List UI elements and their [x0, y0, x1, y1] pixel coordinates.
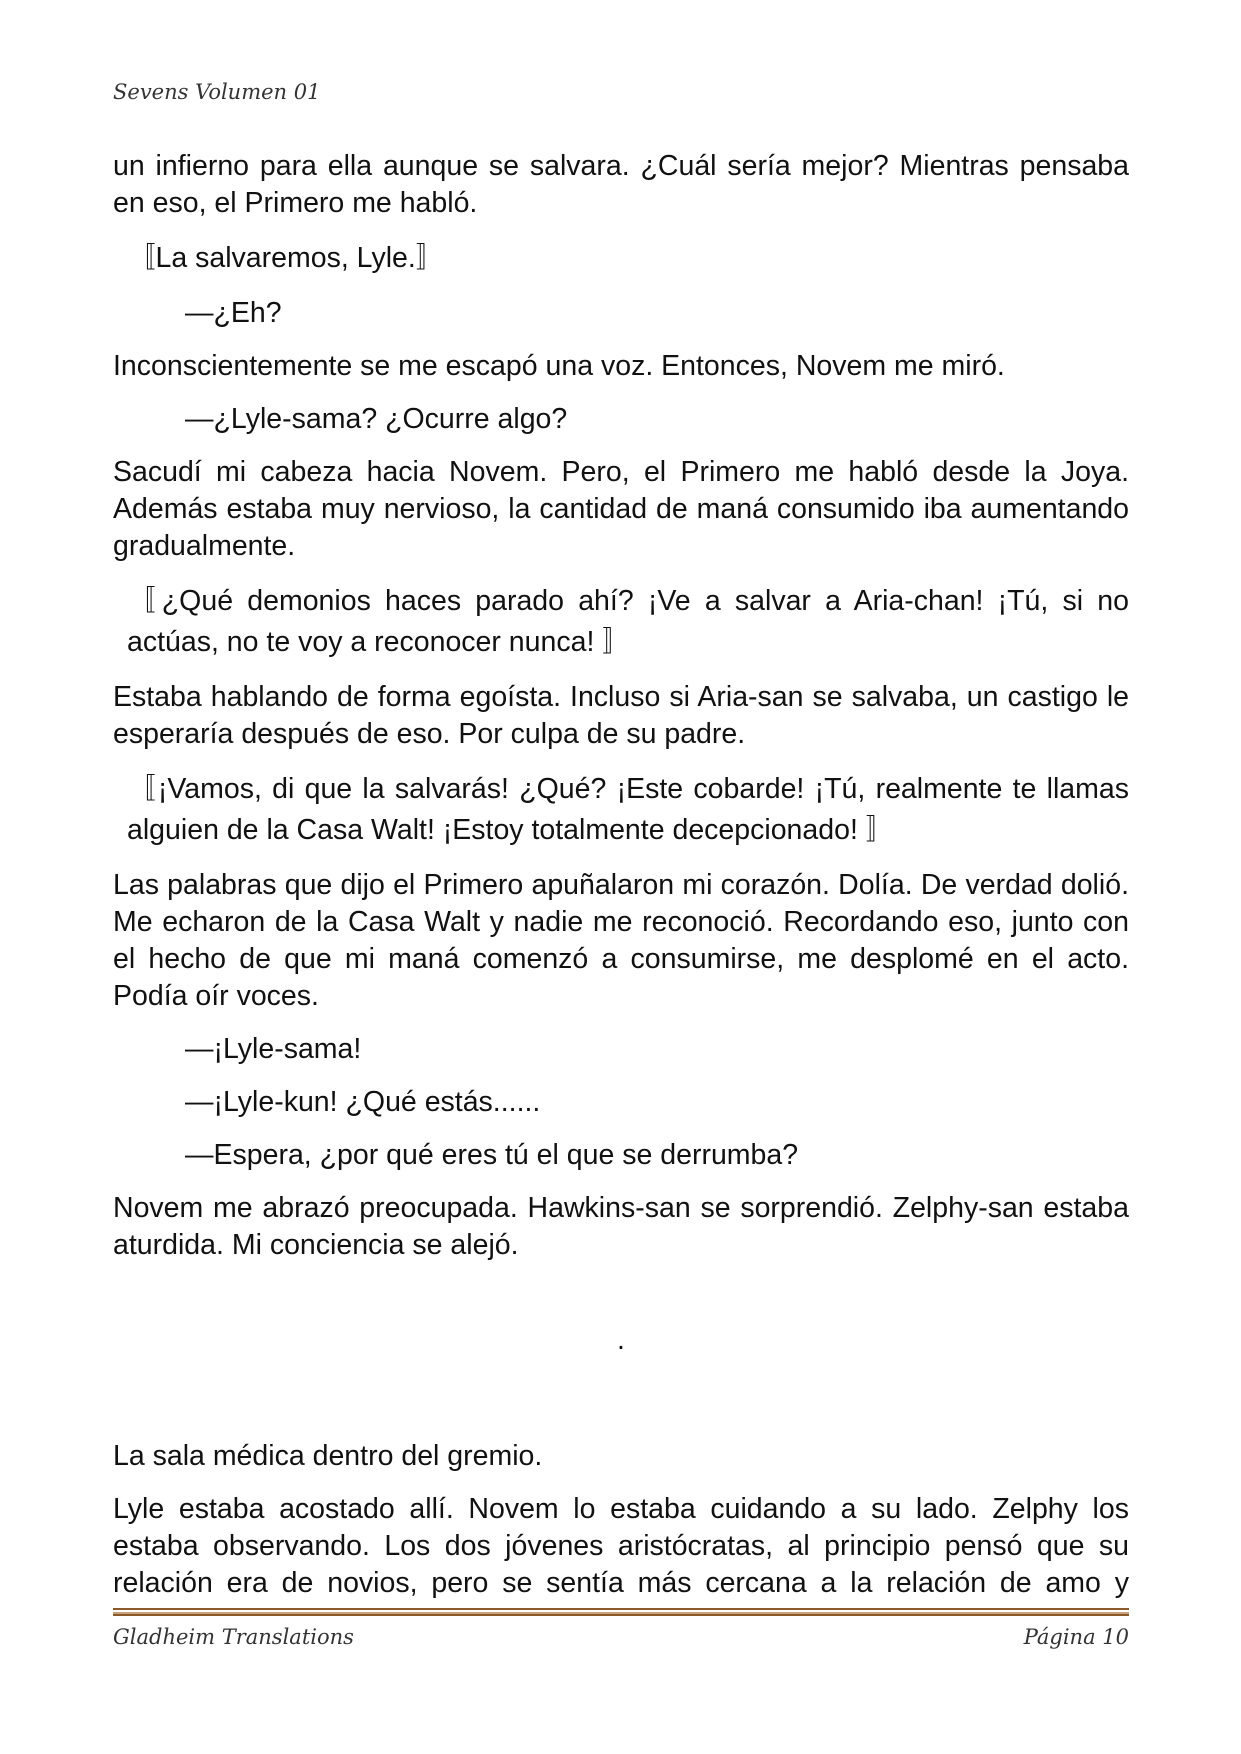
body-text	[113, 148, 1129, 1618]
paragraph: un infierno para ella aunque se salvara. ¿Cuál sería mejor? Mientras pensaba en eso, el Primero me habló.	[113, 150, 1129, 219]
paragraph: Sacudí mi cabeza hacia Novem. Pero, el Primero me habló desde la Joya. Además estaba muy nervioso, la cantidad de maná consumido iba aumentando gradualmente.	[113, 456, 1129, 562]
footer-divider	[113, 1608, 1129, 1616]
page-number: Página 10	[1023, 1625, 1129, 1649]
footer-divider-inner	[113, 1612, 1129, 1614]
dialogue-line: —¡Lyle-kun! ¿Qué estás......	[185, 1086, 541, 1118]
paragraph: La sala médica dentro del gremio.	[113, 1440, 543, 1472]
bracket-dialogue: 〚¡Vamos, di que la salvarás! ¿Qué? ¡Este cobarde! ¡Tú, realmente te llamas alguien de la Casa Walt! ¡Estoy totalmente decepcionado! 〛	[127, 773, 1129, 846]
footer-credit: Gladheim Translations	[113, 1625, 354, 1649]
paragraph: Novem me abrazó preocupada. Hawkins-san se sorprendió. Zelphy-san estaba aturdida. Mi conciencia se alejó.	[113, 1192, 1129, 1261]
bracket-dialogue: 〚La salvaremos, Lyle.〛	[127, 242, 445, 274]
paragraph: Estaba hablando de forma egoísta. Incluso si Aria-san se salvaba, un castigo le esperaría después de eso. Por culpa de su padre.	[113, 681, 1129, 750]
paragraph: Las palabras que dijo el Primero apuñalaron mi corazón. Dolía. De verdad dolió. Me echaron de la Casa Walt y nadie me reconoció. Recordando eso, junto con el hecho de que mi maná comenzó a consumirse, me desplomé en el acto. Podía oír voces.	[113, 869, 1129, 1012]
bracket-dialogue: 〚¿Qué demonios haces parado ahí? ¡Ve a salvar a Aria-chan! ¡Tú, si no actúas, no te voy a reconocer nunca! 〛	[127, 585, 1129, 658]
paragraph: Inconscientemente se me escapó una voz. Entonces, Novem me miró.	[113, 350, 1005, 382]
dialogue-line: —¿Eh?	[185, 297, 282, 329]
dialogue-line: —¿Lyle-sama? ¿Ocurre algo?	[185, 403, 568, 435]
scene-break: .	[617, 1324, 625, 1356]
paragraph: Lyle estaba acostado allí. Novem lo estaba cuidando a su lado. Zelphy los estaba observando. Los dos jóvenes aristócratas, al principio pensó que su relación era de novios, pero se sentía más cercana a la relación de amo y	[113, 1493, 1129, 1599]
running-header: Sevens Volumen 01	[113, 80, 321, 104]
dialogue-line: —¡Lyle-sama!	[185, 1033, 362, 1065]
dialogue-line: —Espera, ¿por qué eres tú el que se derrumba?	[185, 1139, 799, 1171]
